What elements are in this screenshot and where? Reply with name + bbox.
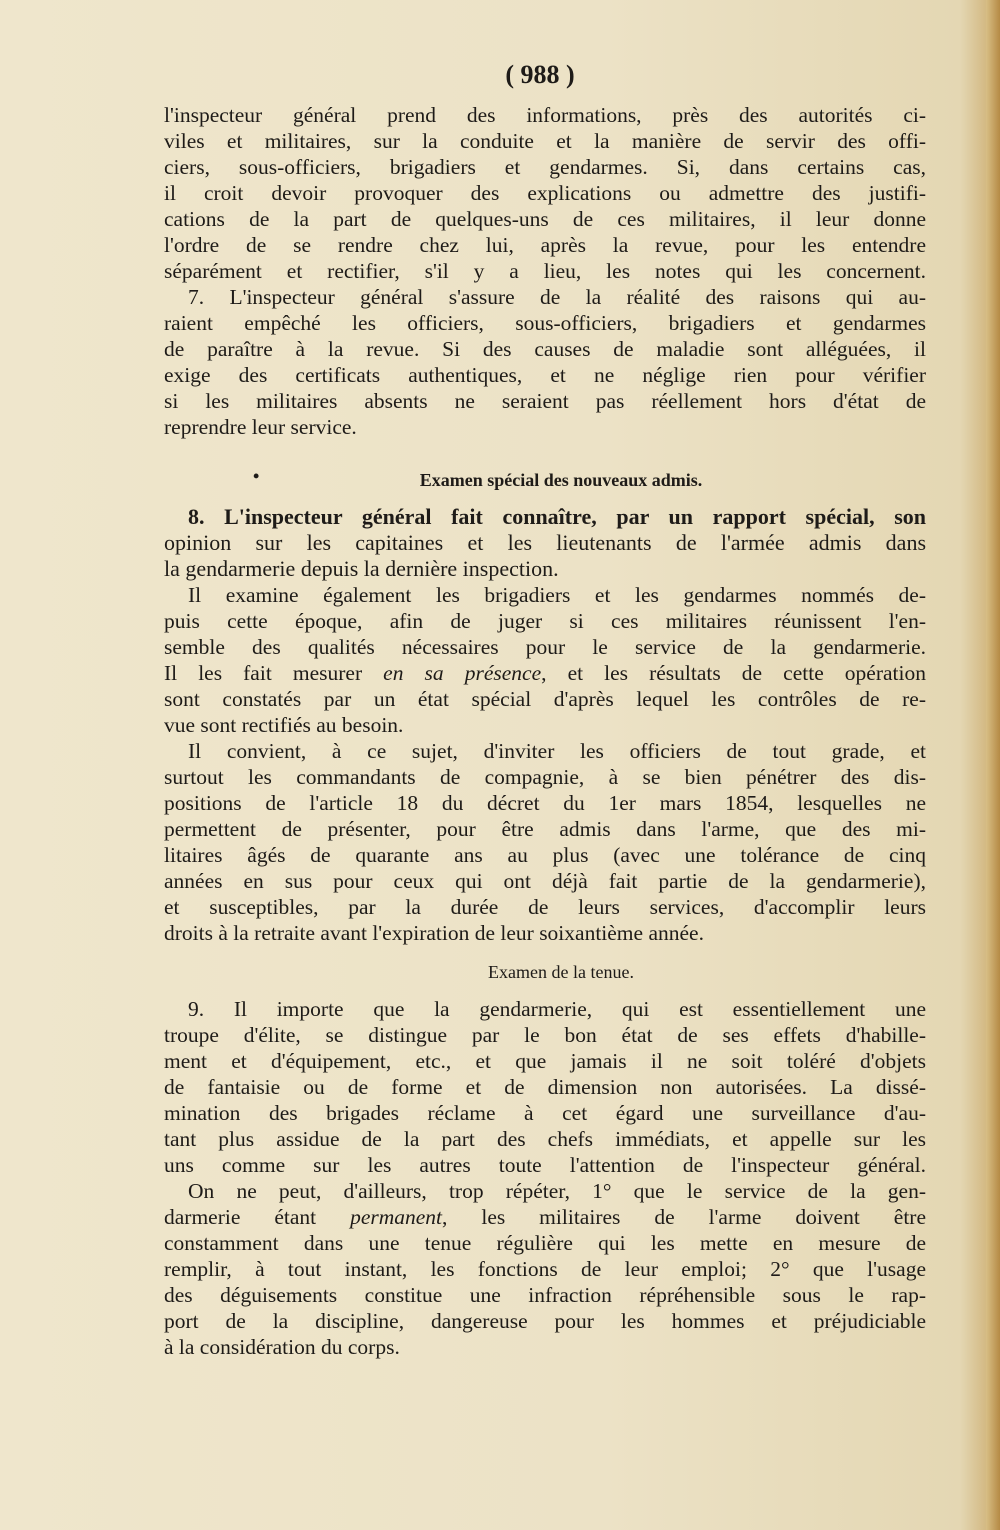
text-line	[164, 1204, 926, 1230]
text-line: troupe d'élite, se distingue par le bon état de ses effets d'habille-	[164, 1023, 926, 1047]
paragraph-article-8	[164, 504, 926, 582]
text-line: exige des certificats authentiques, et ne néglige rien pour vérifier	[164, 363, 926, 387]
text-line: des déguisements constitue une infraction répréhensible sous le rap-	[164, 1283, 926, 1307]
text-line: On ne peut, d'ailleurs, trop répéter, 1° que le service de la gen-	[188, 1179, 926, 1203]
text-line: remplir, à tout instant, les fonctions de leur emploi; 2° que l'usage	[164, 1257, 926, 1281]
text-line: reprendre leur service.	[164, 415, 357, 439]
text-fragment: darmerie étant	[164, 1205, 351, 1229]
text-line: puis cette époque, afin de juger si ces militaires réunissent l'en-	[164, 609, 926, 633]
text-line: permettent de présenter, pour être admis dans l'arme, que des mi-	[164, 817, 926, 841]
text-line: surtout les commandants de compagnie, à se bien pénétrer des dis-	[164, 765, 926, 789]
page-number: ( 988 )	[505, 60, 575, 89]
text-line: 9. Il importe que la gendarmerie, qui est essentiellement une	[188, 997, 926, 1021]
paragraph-examination	[164, 582, 926, 946]
text-line: ciers, sous-officiers, brigadiers et gendarmes. Si, dans certains cas,	[164, 155, 926, 179]
text-fragment: , et les résultats de cette opération	[541, 661, 926, 685]
section-heading-new-admits: Examen spécial des nouveaux admis.	[419, 470, 703, 490]
text-line: 8. L'inspecteur général fait connaître, par un rapport spécial, son	[188, 504, 926, 529]
text-line: l'ordre de se rendre chez lui, après la revue, pour les entendre	[164, 233, 926, 257]
page-edge	[986, 0, 1000, 1530]
text-line: opinion sur les capitaines et les lieutenants de l'armée admis dans	[164, 530, 926, 555]
text-line: viles et militaires, sur la conduite et la manière de servir des offi-	[164, 129, 926, 153]
bullet-mark: •	[253, 466, 260, 486]
paragraph-article-9	[164, 996, 926, 1360]
text-line: cations de la part de quelques-uns de ces militaires, il leur donne	[164, 207, 926, 231]
text-line: mination des brigades réclame à cet égard une surveillance d'au-	[164, 1101, 926, 1125]
text-fragment: Il les fait mesurer	[164, 661, 384, 685]
paragraph-articles-6-7	[164, 102, 926, 440]
text-line: litaires âgés de quarante ans au plus (avec une tolérance de cinq	[164, 843, 926, 867]
text-line: constamment dans une tenue régulière qui les mette en mesure de	[164, 1231, 926, 1255]
text-line: si les militaires absents ne seraient pas réellement hors d'état de	[164, 389, 926, 413]
text-line: sont constatés par un état spécial d'après lequel les contrôles de re-	[164, 687, 926, 711]
text-line: années en sus pour ceux qui ont déjà fait partie de la gendarmerie),	[164, 869, 926, 893]
text-line: de fantaisie ou de forme et de dimension non autorisées. La dissé-	[164, 1075, 926, 1099]
text-line: la gendarmerie depuis la dernière inspection.	[164, 556, 559, 581]
text-line: de paraître à la revue. Si des causes de maladie sont alléguées, il	[164, 337, 926, 361]
italic-phrase: permanent	[350, 1205, 443, 1229]
text-fragment: , les militaires de l'arme doivent être	[442, 1205, 926, 1229]
text-line: tant plus assidue de la part des chefs immédiats, et appelle sur les	[164, 1127, 926, 1151]
text-line: droits à la retraite avant l'expiration de leur soixantième année.	[164, 921, 704, 945]
text-line: ment et d'équipement, etc., et que jamais il ne soit toléré d'objets	[164, 1049, 926, 1073]
text-line: semble des qualités nécessaires pour le service de la gendarmerie.	[164, 635, 926, 659]
text-line: port de la discipline, dangereuse pour les hommes et préjudiciable	[164, 1309, 926, 1333]
text-line: séparément et rectifier, s'il y a lieu, les notes qui les concernent.	[164, 259, 926, 283]
text-line: positions de l'article 18 du décret du 1er mars 1854, lesquelles ne	[164, 791, 926, 815]
text-line	[164, 660, 926, 686]
text-line: Il convient, à ce sujet, d'inviter les officiers de tout grade, et	[188, 739, 926, 763]
text-line: à la considération du corps.	[164, 1335, 400, 1359]
text-line: Il examine également les brigadiers et les gendarmes nommés de-	[188, 583, 926, 607]
text-line: raient empêché les officiers, sous-officiers, brigadiers et gendarmes	[164, 311, 926, 335]
text-line: vue sont rectifiés au besoin.	[164, 713, 404, 737]
text-line: et susceptibles, par la durée de leurs services, d'accomplir leurs	[164, 895, 926, 919]
text-line: uns comme sur les autres toute l'attention de l'inspecteur général.	[164, 1153, 926, 1177]
italic-phrase: en sa présence	[383, 661, 542, 685]
text-line: l'inspecteur général prend des informations, près des autorités ci-	[164, 103, 926, 127]
text-line: 7. L'inspecteur général s'assure de la réalité des raisons qui au-	[188, 285, 926, 309]
section-heading-dress: Examen de la tenue.	[488, 962, 634, 982]
text-line: il croit devoir provoquer des explications ou admettre des justifi-	[164, 181, 926, 205]
